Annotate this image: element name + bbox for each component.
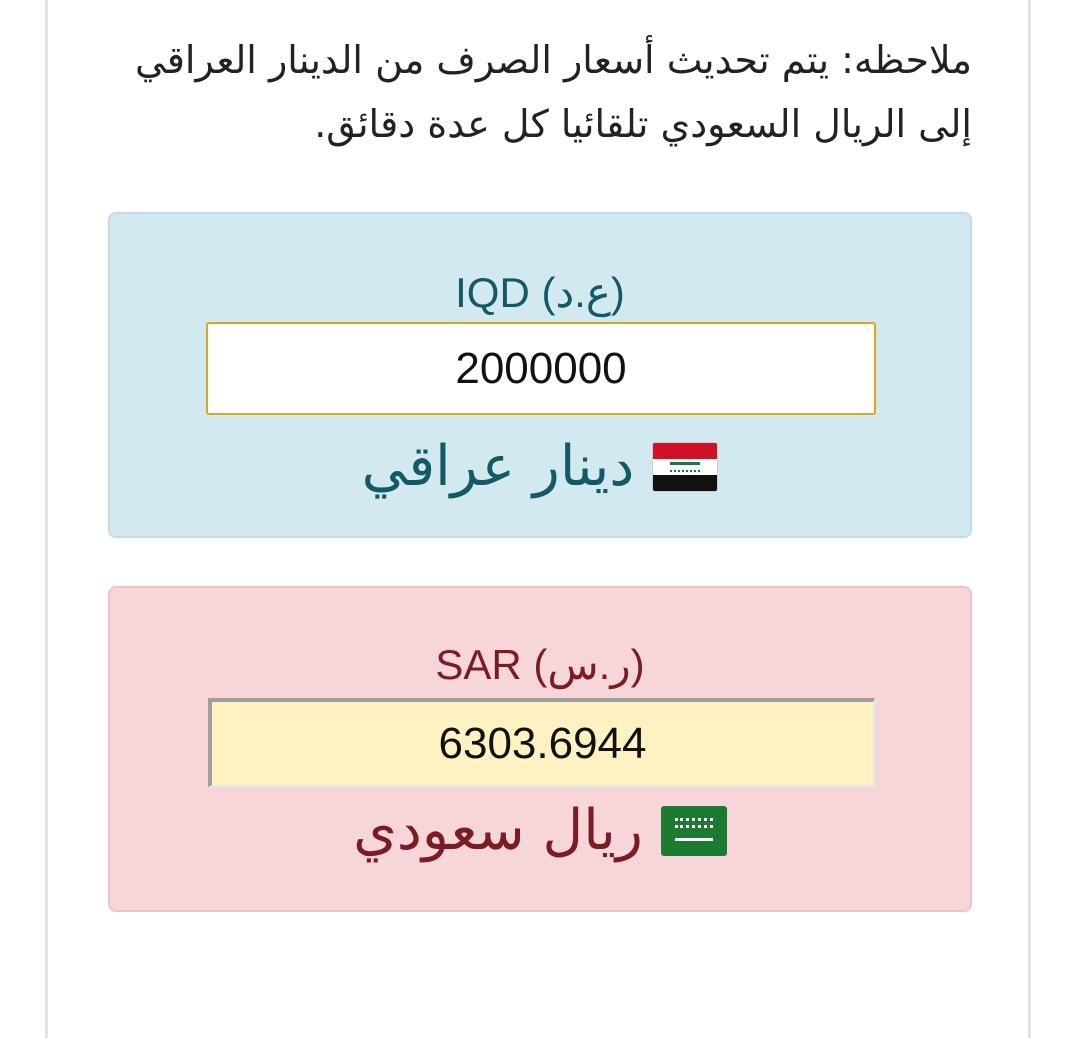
iqd-converter-card [108,212,972,538]
iqd-currency-name: دينار عراقي [361,434,635,499]
iraq-flag-icon [652,442,718,492]
sar-currency-name: ريال سعودي [353,798,643,863]
sar-code: SAR [435,641,522,688]
sar-code-label [110,640,970,690]
saudi-flag-icon [661,806,727,856]
sar-result-field[interactable] [208,698,875,787]
update-note: ملاحظه: يتم تحديث أسعار الصرف من الدينار العراقي إلى الريال السعودي تلقائيا كل عدة دقائق. [135,38,972,146]
iqd-currency-name-row [110,434,970,499]
sar-symbol: (ر.س) [533,641,645,688]
iqd-code: IQD [455,269,530,316]
iqd-symbol: (ع.د) [541,269,625,316]
sar-converter-card [108,586,972,912]
iqd-amount-input[interactable] [206,322,876,415]
iqd-code-label [110,268,970,318]
sar-currency-name-row [110,798,970,863]
